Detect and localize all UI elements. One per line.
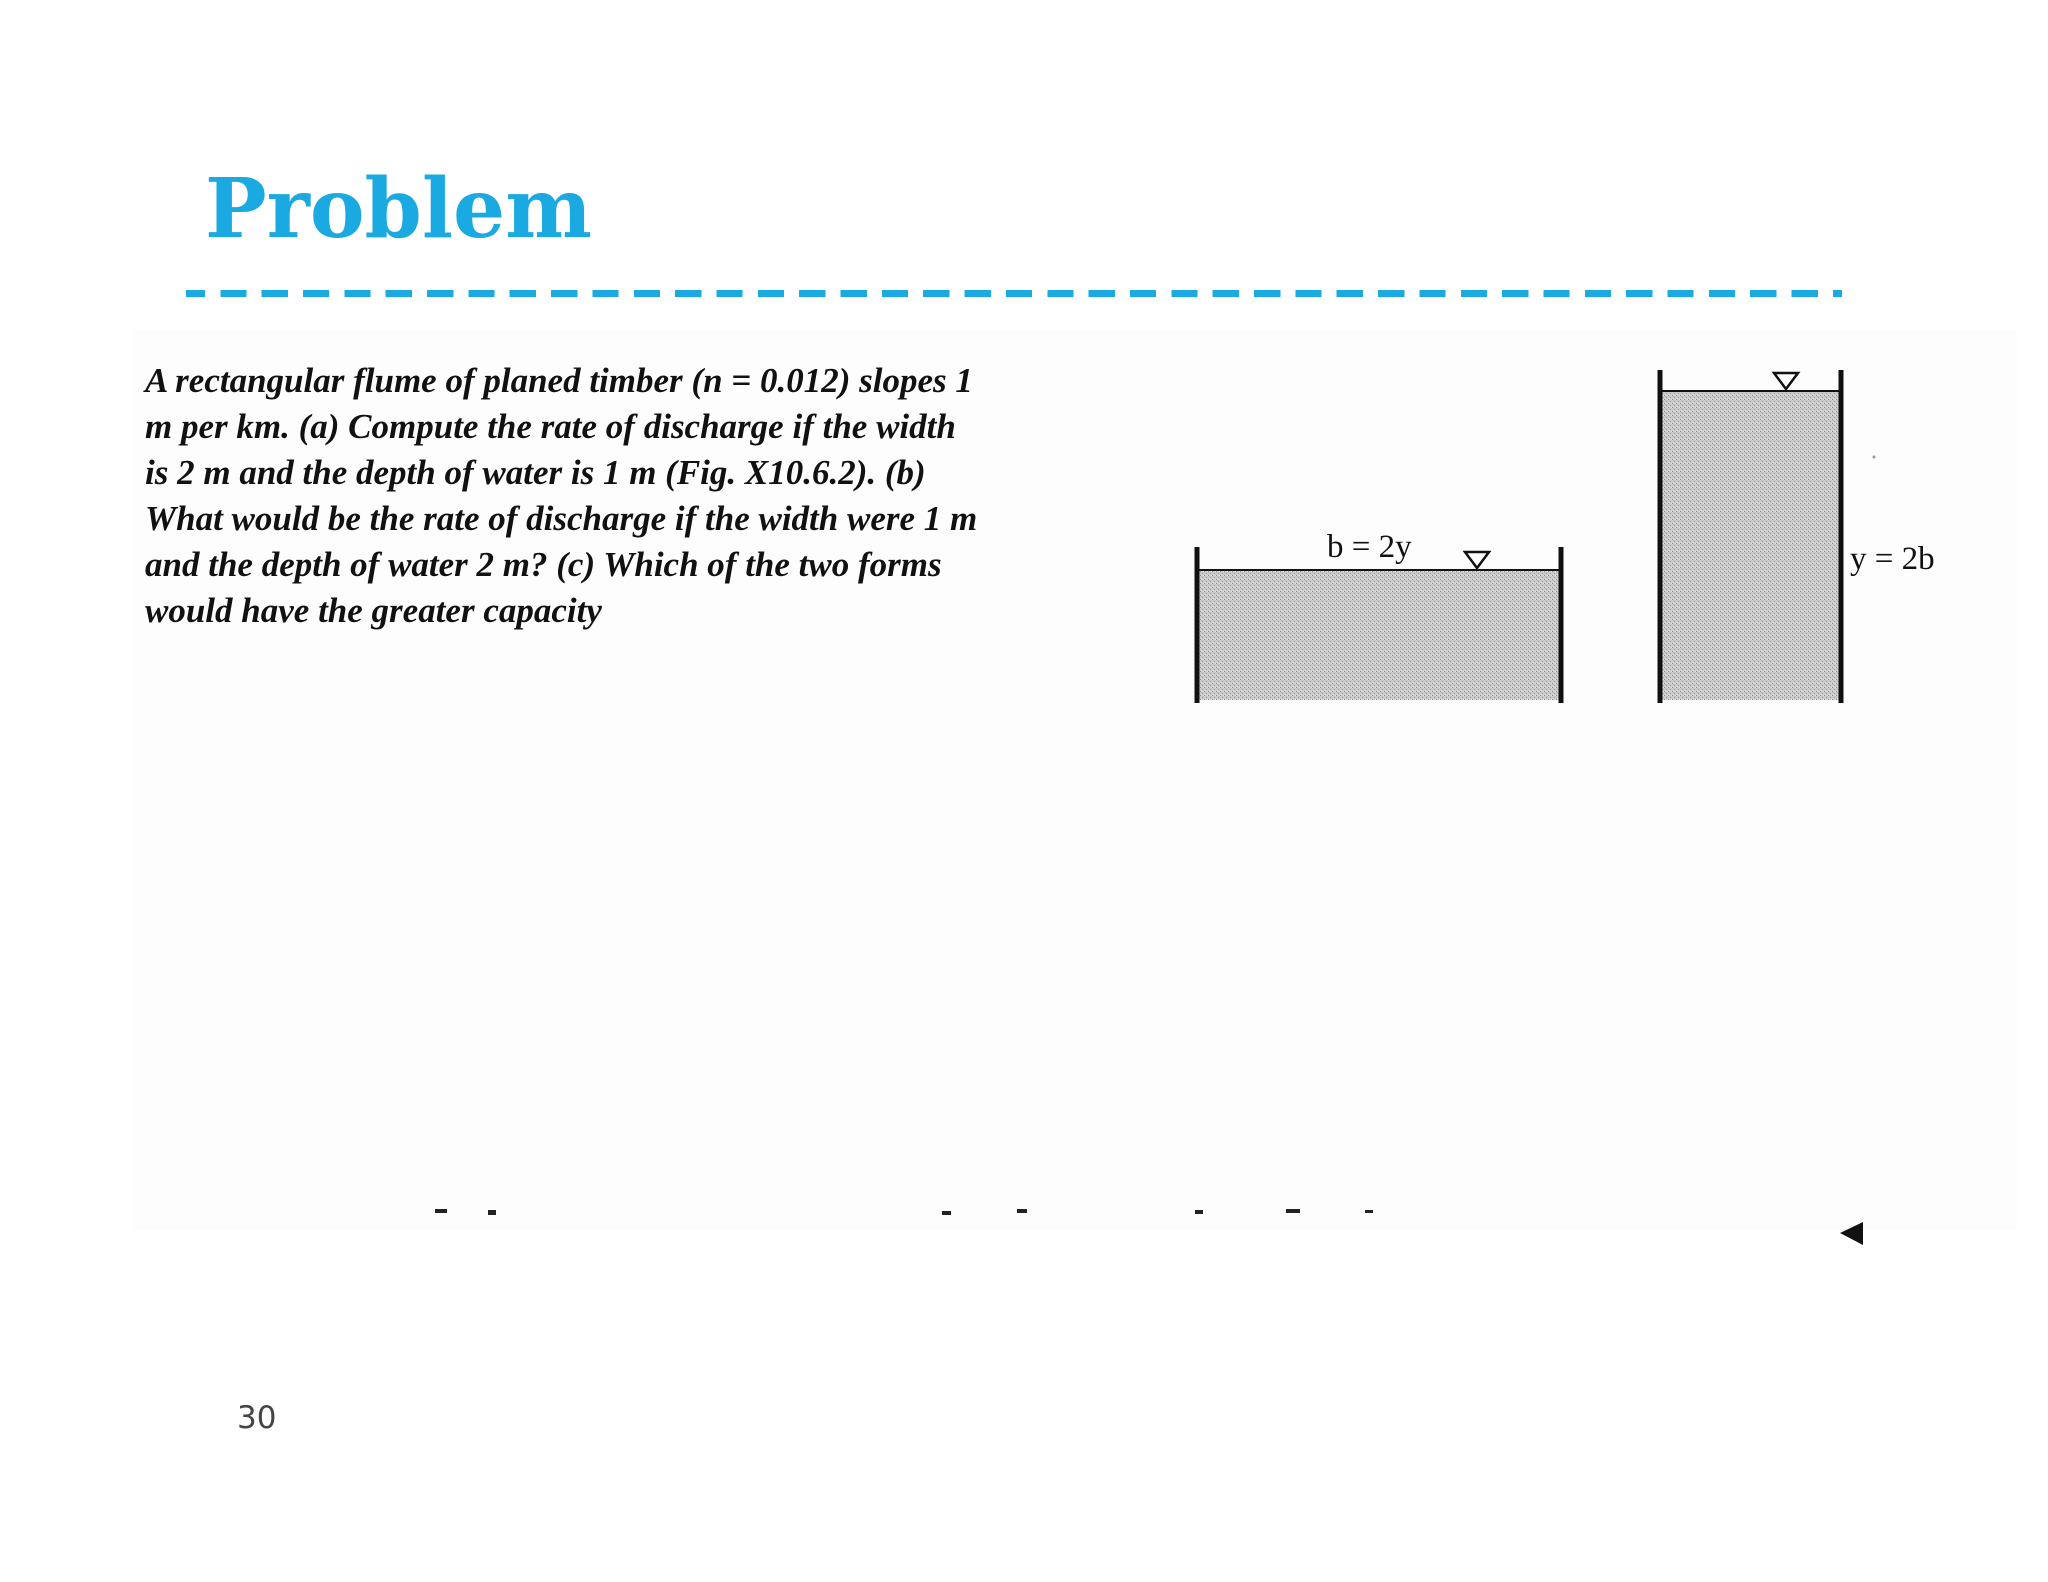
page-number: 30 — [237, 1400, 277, 1436]
cropped-scan-fragments — [140, 1200, 1880, 1250]
wide-channel-water — [1197, 570, 1559, 700]
tall-channel-water — [1661, 391, 1840, 700]
water-surface-triangle-icon — [1465, 552, 1489, 568]
water-surface-triangle-icon — [1774, 373, 1798, 389]
problem-line: A rectangular flume of planed timber (n = 0.012) slopes 1 — [145, 361, 973, 400]
channel-cross-sections-figure — [1180, 355, 1980, 715]
problem-line: would have the greater capacity — [145, 591, 602, 630]
problem-line: What would be the rate of discharge if the width were 1 m — [145, 499, 978, 538]
tall-channel-section — [1660, 370, 1935, 703]
problem-line: is 2 m and the depth of water is 1 m (Fig. X10.6.2). (b) — [145, 453, 926, 492]
tall-channel-label: y = 2b — [1850, 541, 1935, 577]
problem-line: m per km. (a) Compute the rate of discharge if the width — [145, 407, 956, 446]
problem-statement — [145, 358, 1120, 634]
wide-channel-label: b = 2y — [1327, 529, 1412, 565]
scan-speck — [1873, 456, 1876, 459]
wide-channel-section — [1197, 529, 1561, 703]
slide-title: Problem — [205, 161, 592, 257]
title-divider — [186, 290, 1842, 297]
problem-line: and the depth of water 2 m? (c) Which of the two forms — [145, 545, 942, 584]
left-arrow-icon — [1840, 1222, 1863, 1245]
